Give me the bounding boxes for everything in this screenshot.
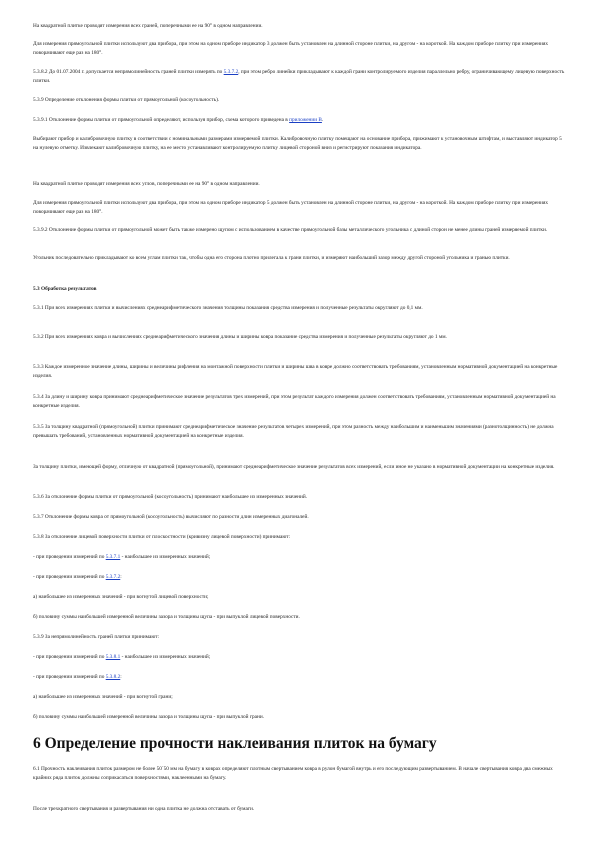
paragraph: 5.3.9.2 Отклонение формы плитки от прямоугольной может быть также измерено щупом с использованием в качестве прямоугольной базы металлического угольника с длиной сторон не менее длины граней измеряемой плитки. [33, 227, 548, 233]
paragraph: 5.3.5 За толщину квадратной (прямоугольной) плитки принимают среднеарифметическое значение результатов четырех измерений, при этом разность между наибольшим и наименьшим значениями (разнотолщинность) не должна превышать требований, установленных нормативной документацией на конкретные изделия. [33, 424, 554, 439]
paragraph: 5.3.1 При всех измерениях плитки и вычислениях среднеарифметического значения толщины показания средства измерения и полученные результаты округляют до 0,1 мм. [33, 305, 423, 311]
paragraph: 5.3.7 Отклонение формы ковра от прямоугольной (косоугольность) вычисляют по разности длин измеренных диагоналей. [33, 514, 309, 520]
list-item [33, 573, 565, 582]
list-item: а) наибольшее из измеренных значений - при вогнутой лицевой поверхности; [33, 594, 209, 600]
list-item: б) половину суммы наибольшей измеренной величины зазора и толщины щупа - при выпуклой лицевой поверхности. [33, 614, 300, 620]
paragraph: На квадратной плитке проводят измерения всех углов, поперечными ее на 90° в одном направлении. [33, 181, 260, 187]
paragraph: На квадратной плитке проводят измерения всех граней, поперечными ее на 90° в одном направлении. [33, 23, 263, 29]
paragraph-text: : [120, 574, 122, 580]
ref-link-5372b[interactable]: 5.3.7.2 [105, 574, 121, 580]
paragraph: 5.3.4 За длину и ширину ковра принимают среднеарифметическое значение результатов трех измерений, при этом результат каждого измерения должен соответствовать требованиям, установленным нормативной документацией на конкретные изделия. [33, 394, 556, 409]
list-item [33, 553, 565, 562]
paragraph [33, 116, 565, 125]
paragraph: 6.1 Прочность наклеивания плиток размером не более 50´50 мм на бумагу в коврах определяют плотным свертыванием ковра в рулон бумагой внутрь и его последующим развертыванием. В начале свертывания ковра два смежных крайних ряда плиток должны соприкасаться поверхностями, наклеенными на бумагу. [33, 766, 553, 781]
paragraph: 5.3.8 За отклонение лицевой поверхности плитки от плоскостности (кривизну лицевой поверхности) принимают: [33, 534, 291, 540]
list-item [33, 673, 565, 682]
ref-link-5381[interactable]: 5.3.8.1 [105, 654, 121, 660]
section-heading: 6 Определение прочности наклеивания плиток на бумагу [33, 735, 437, 752]
paragraph-text: - при проведении измерений по [33, 574, 106, 580]
ref-link-5372[interactable]: 5.3.7.2 [223, 69, 239, 75]
paragraph: 5.3.9 За непрямолинейность граней плитки принимают: [33, 634, 160, 640]
ref-link-5382[interactable]: 5.3.8.2 [105, 674, 121, 680]
list-item: б) половину суммы наибольшей измеренной величины зазора и толщины щупа - при выпуклой грани. [33, 714, 264, 720]
paragraph [33, 68, 565, 86]
paragraph-text: : [120, 674, 122, 680]
paragraph: 5.3.6 За отклонение формы плитки от прямоугольной (косоугольность) принимают наибольшее из измеренных значений. [33, 494, 307, 500]
paragraph-text: - наибольшее из измеренных значений; [120, 554, 211, 560]
paragraph-text: 5.3.9.1 Отклонение формы плитки от прямоугольной определяют, используя прибор, схема которого приведена в [33, 117, 290, 123]
paragraph-text: - при проведении измерений по [33, 654, 106, 660]
ref-link-5371[interactable]: 5.3.7.1 [105, 554, 121, 560]
list-item [33, 653, 565, 662]
ref-link-appendix-b[interactable]: приложении В [289, 117, 322, 123]
paragraph-text: , при этом ребро линейки прикладывают к каждой грани контролируемого изделия параллельно ребру, ограничивающему лицевую поверхность плитки. [33, 69, 565, 84]
paragraph-text: - наибольшее из измеренных значений; [120, 654, 211, 660]
paragraph: После трехкратного свертывания и развертывания ни одна плитка не должна отставать от бумаги. [33, 806, 255, 812]
paragraph-text: . [321, 117, 324, 123]
section-subheading: 5.3 Обработка результатов [33, 286, 97, 292]
paragraph: 5.3.3 Каждое измеренное значение длины, ширины и величины рифления на монтажной поверхности плитки и ширины шва в ковре должно соответствовать требованиям, установленным нормативной документацией на конкретные изделия. [33, 364, 558, 379]
paragraph-text: - при проведении измерений по [33, 554, 106, 560]
paragraph: Угольник последовательно прикладывают ко всем углам плитки так, чтобы одна его сторона плотно прилегала к грани плитки, и измеряют наибольший зазор между другой стороной угольника и гранью плитки. [33, 255, 510, 261]
paragraph: Выбирают прибор и калибровочную плитку в соответствии с номинальными размерами измеряемой плитки. Калибровочную плитку помещают на основание прибора, прижимают к установочным штифтам, и выставляют индикатор 5 на нулевую отметку. Извлекают калибровочную плитку, на ее место устанавливают контролируемую плитку лицевой стороной вниз и регистрируют показания индикатора. [33, 136, 562, 151]
paragraph: Для измерения прямоугольной плитки используют два прибора, при этом на одном приборе индикатор 5 должен быть установлен на длинной стороне плитки, на другом - на короткой. На каждом приборе плитку при измерениях поворачивают еще раз на 180°. [33, 200, 549, 215]
paragraph: Для измерения прямоугольной плитки используют два прибора, при этом на одном приборе индикатор 3 должен быть установлен на длинной стороне плитки, на другом - на короткой. На каждом приборе плитку при измерениях поворачивают еще раз на 180°. [33, 41, 549, 56]
paragraph-text: - при проведении измерений по [33, 674, 106, 680]
paragraph: 5.3.9 Определение отклонения формы плитки от прямоугольной (косоугольность). [33, 97, 220, 103]
paragraph: За толщину плитки, имеющей форму, отличную от квадратной (прямоугольной), принимают среднеарифметическое значение результатов всех измерений, если иное не указано в нормативной документации на конкретные изделия. [33, 464, 555, 470]
paragraph: 5.3.2 При всех измерениях ковра и вычислениях среднеарифметического значения длины и ширины ковра показание средства измерения и полученные результаты округляют до 1 мм. [33, 334, 447, 340]
paragraph-text: 5.3.8.2 До 01.07.2004 г. допускается непрямолинейность граней плитки измерять по [33, 69, 224, 75]
list-item: а) наибольшее из измеренных значений - при вогнутой грани; [33, 694, 173, 700]
